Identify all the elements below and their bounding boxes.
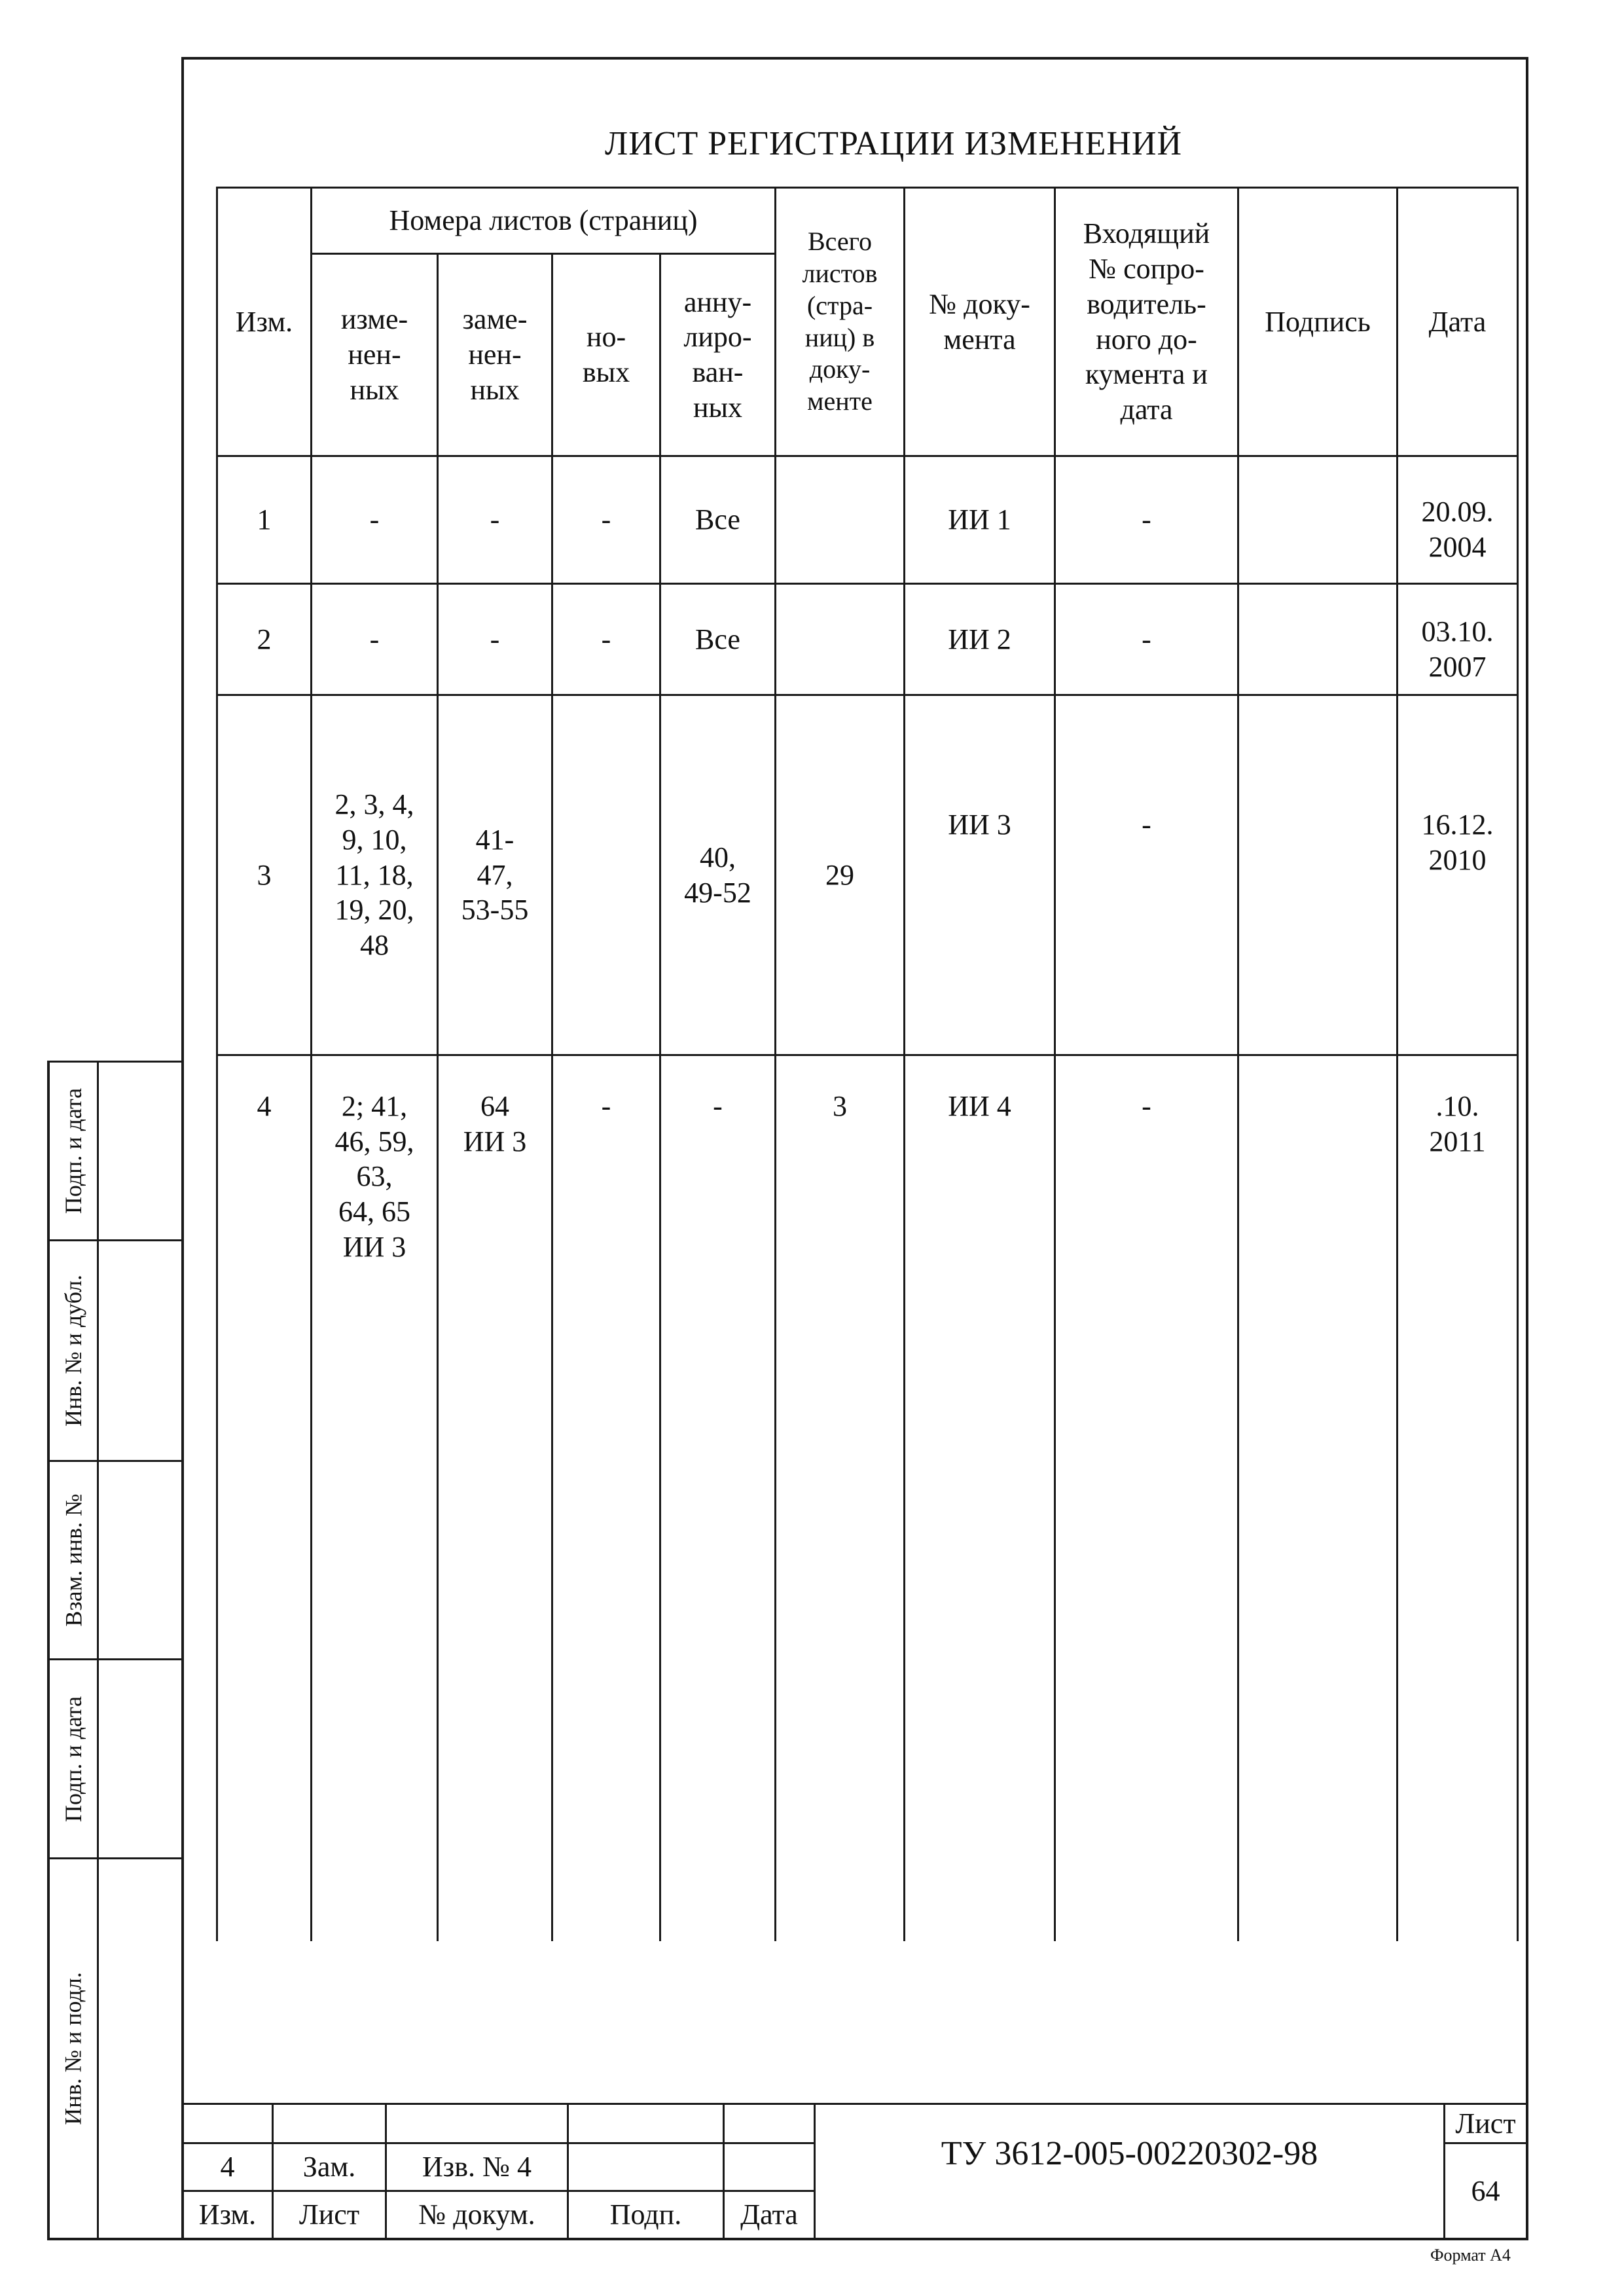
frame-left-border [181,57,184,2240]
side-stamp-label [50,1660,97,1857]
table-cell-document-number: ИИ 1 [948,503,1011,536]
sheet-number: 64 [1471,2174,1500,2207]
header-annulled: анну- лиро- ван- ных [683,285,752,424]
table-cell-izm: 1 [257,503,272,536]
side-stamp-inner-line [97,1061,99,2240]
table-cell-date: 03.10. 2007 [1421,615,1494,683]
side-stamp-text: Подп. и дата [60,1087,87,1214]
table-cell-signature [1239,457,1396,583]
side-stamp-label [50,1462,97,1658]
table-cell-changed: 2, 3, 4, 9, 10, 11, 18, 19, 20, 48 [334,788,414,961]
table-cell-document-number: ИИ 2 [948,623,1011,655]
table-cell-total: 3 [833,1090,847,1122]
table-cell-new: - [601,623,611,655]
title-block-col-list: Лист [298,2198,360,2231]
header-signature: Подпись [1265,305,1371,338]
table-cell-replaced: 41- 47, 53-55 [461,823,529,926]
format-label: Формат А4 [1430,2246,1511,2265]
sheet-label: Лист [1455,2107,1516,2140]
table-cell-replaced: 64 ИИ 3 [463,1090,527,1157]
table-col-line [1517,187,1519,1941]
table-cell-total [776,457,903,583]
table-cell-replaced: - [490,623,500,655]
document-designation: ТУ 3612-005-00220302-98 [941,2135,1318,2173]
table-cell-annulled: Все [695,623,740,655]
side-stamp-label [50,1241,97,1460]
table-cell-new: - [601,1090,611,1122]
table-cell-izm: 3 [257,858,272,891]
page-title: ЛИСТ РЕГИСТРАЦИИ ИЗМЕНЕНИЙ [604,125,1183,163]
title-block-list-value: Зам. [302,2151,356,2183]
table-cell-changed: - [369,623,380,655]
title-block-col-sign: Подп. [609,2198,682,2231]
table-cell-changed: - [369,503,380,536]
table-cell-incoming: - [1142,503,1151,536]
table-cell-date: .10. 2011 [1429,1090,1486,1157]
table-cell-incoming: - [1142,809,1151,841]
title-block-col-date: Дата [740,2198,798,2231]
table-cell-annulled: Все [695,503,740,536]
table-cell-document-number: ИИ 4 [948,1090,1011,1122]
table-cell-replaced: - [490,503,500,536]
frame-right-border [1526,57,1528,2240]
header-replaced: заме- нен- ных [462,303,528,406]
table-cell-annulled: 40, 49-52 [684,841,751,909]
title-block-col-doc: № докум. [418,2198,535,2231]
table-cell-annulled: - [713,1090,723,1122]
header-izm: Изм. [235,305,293,338]
header-total-sheets: Всего листов (стра- ниц) в доку- менте [802,227,878,416]
side-stamp-label [50,1859,97,2238]
side-stamp-text: Инв. № и подл. [60,1972,87,2125]
frame-bottom-border [47,2238,1528,2240]
table-cell-changed: 2; 41, 46, 59, 63, 64, 65 ИИ 3 [334,1090,414,1263]
table-cell-date: 20.09. 2004 [1421,496,1494,563]
header-sheet-numbers: Номера листов (страниц) [389,204,698,237]
table-cell-izm: 2 [257,623,272,655]
frame-top-border [181,57,1528,60]
table-cell-incoming: - [1142,1090,1151,1122]
header-changed: изме- нен- ных [340,303,408,406]
table-cell-incoming: - [1142,623,1151,655]
table-cell-signature [1239,585,1396,694]
table-cell-signature [1239,696,1396,1054]
side-stamp-text: Инв. № и дубл. [60,1274,87,1427]
table-cell-new [553,696,659,1054]
table-cell-date: 16.12. 2010 [1421,809,1494,876]
side-stamp-text: Подп. и дата [60,1696,87,1822]
table-cell-new: - [601,503,611,536]
header-date: Дата [1428,305,1487,338]
title-block-col-izm: Изм. [198,2198,257,2231]
header-new: но- вых [582,321,630,388]
header-document-number: № доку- мента [929,287,1030,355]
table-cell-total: 29 [825,858,854,891]
table-cell-total [776,585,903,694]
title-block-izm-value: 4 [220,2151,235,2183]
table-cell-izm: 4 [257,1090,272,1122]
table-cell-signature [1239,1056,1396,1383]
header-incoming-document: Входящий № сопро- водитель- ного до- кумента и дата [1083,217,1210,426]
title-block-doc-value: Изв. № 4 [422,2151,532,2183]
side-stamp-label [50,1063,97,1239]
table-cell-document-number: ИИ 3 [948,809,1011,841]
side-stamp-text: Взам. инв. № [60,1493,86,1627]
